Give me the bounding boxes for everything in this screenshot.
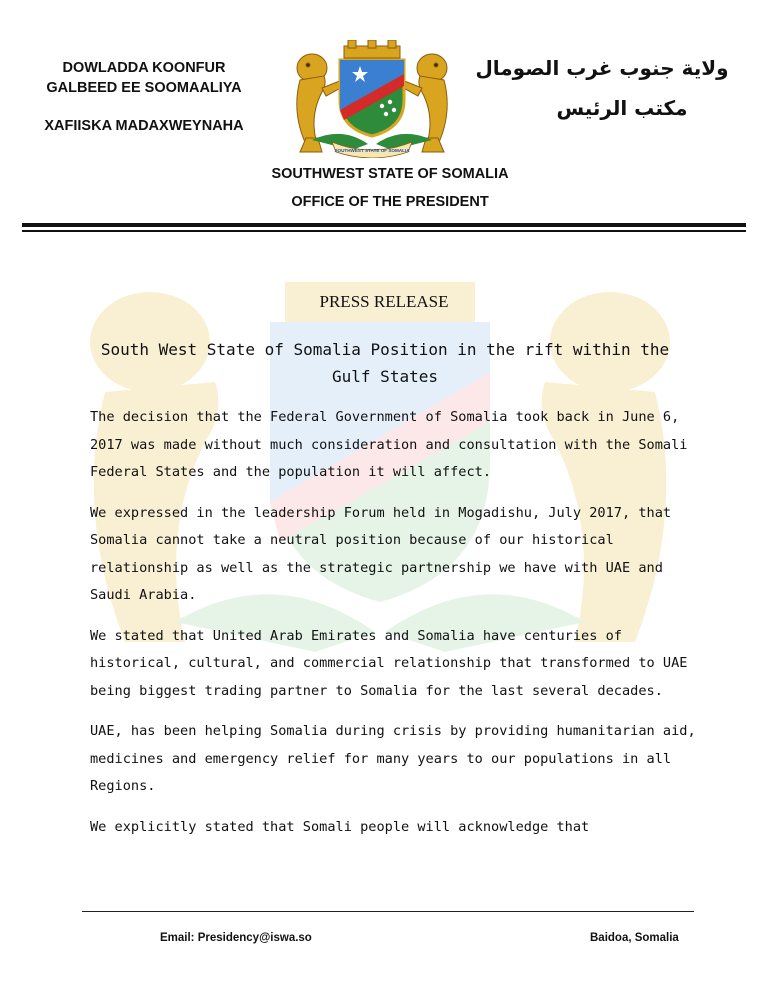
paragraph: The decision that the Federal Government of Somalia took back in June 6, 2017 was made without much consideration and consultation with the Somali Federal States and the population it will affect.	[90, 409, 688, 480]
document-body	[90, 404, 710, 854]
emblem-ribbon-text: SOUTHWEST STATE OF SOMALIA	[334, 148, 410, 153]
shield-icon	[340, 60, 404, 136]
crown-icon	[344, 40, 400, 58]
paragraph: We explicitly stated that Somali people will acknowledge that	[90, 818, 590, 835]
footer-divider	[82, 911, 694, 912]
footer-location: Baidoa, Somalia	[590, 932, 679, 944]
footer-email: Email: Presidency@iswa.so	[160, 932, 312, 944]
paragraph: We stated that United Arab Emirates and Somalia have centuries of historical, cultural, and commercial relationship that transformed to UAE being biggest trading partner to Somalia for the last several decades.	[90, 627, 688, 699]
paragraph: UAE, has been helping Somalia during crisis by providing humanitarian aid, medicines and emergency relief for many years to our populations in all Regions.	[90, 723, 696, 794]
header-divider-bottom	[22, 230, 746, 232]
coat-of-arms-emblem	[282, 40, 462, 158]
header-right	[472, 56, 732, 120]
office-name-english: OFFICE OF THE PRESIDENT	[291, 194, 489, 210]
document-subject: South West State of Somalia Position in the rift within the Gulf States	[100, 340, 670, 386]
header-divider-top	[22, 223, 746, 227]
state-name-english: SOUTHWEST STATE OF SOMALIA	[271, 166, 509, 182]
header-left	[28, 58, 260, 136]
document-title: PRESS RELEASE	[319, 292, 449, 311]
government-name-somali: DOWLADDA KOONFUR GALBEED EE SOOMAALIYA	[46, 60, 242, 96]
paragraph: We expressed in the leadership Forum held in Mogadishu, July 2017, that Somalia cannot take a neutral position because of our historical relationship as well as the strategic partnership we have with UAE and Saudi Arabia.	[90, 504, 672, 603]
header-center	[220, 160, 560, 216]
office-name-somali: XAFIISKA MADAXWEYNAHA	[44, 118, 244, 134]
government-name-arabic: ولاية جنوب غرب الصومال	[475, 56, 729, 80]
office-name-arabic: مكتب الرئيس	[556, 96, 688, 120]
